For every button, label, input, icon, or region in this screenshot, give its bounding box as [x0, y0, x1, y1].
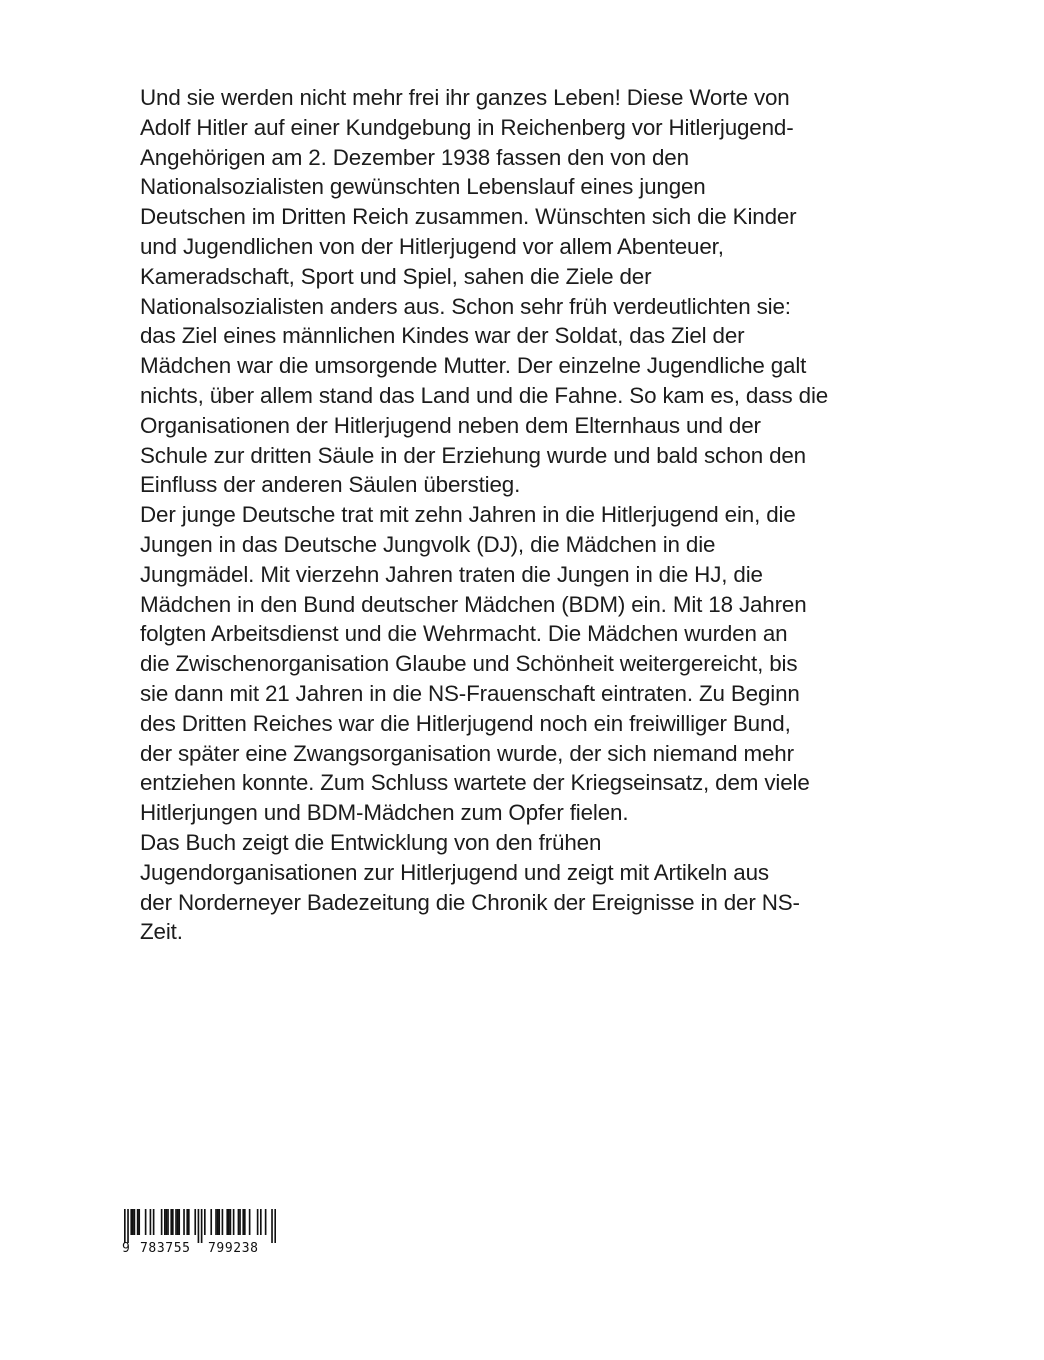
- barcode-bar: [210, 1209, 212, 1235]
- blurb-line: sie dann mit 21 Jahren in die NS-Frauenschaft eintraten. Zu Beginn: [140, 680, 800, 706]
- barcode-bar: [166, 1209, 168, 1235]
- barcode-bar: [172, 1209, 174, 1235]
- barcode-bar: [134, 1209, 136, 1235]
- barcode-bar: [265, 1209, 267, 1235]
- barcode-guard-bar: [198, 1209, 200, 1243]
- barcode-bar: [217, 1209, 219, 1235]
- blurb-line: entziehen konnte. Zum Schluss wartete der Kriegseinsatz, dem viele: [140, 770, 810, 796]
- blurb-line: Kameradschaft, Sport und Spiel, sahen die Ziele der: [140, 263, 652, 289]
- blurb-line: Jugendorganisationen zur Hitlerjugend und zeigt mit Artikeln aus: [140, 859, 769, 885]
- barcode-bar: [249, 1209, 251, 1235]
- barcode-guard-bar: [271, 1209, 273, 1243]
- blurb-line: das Ziel eines männlichen Kindes war der Soldat, das Ziel der: [140, 323, 745, 349]
- barcode-bar: [194, 1209, 196, 1235]
- isbn-lead-digit: 9: [122, 1241, 130, 1256]
- blurb-line: Schule zur dritten Säule in der Erziehung wurde und bald schon den: [140, 442, 806, 468]
- blurb-line: Einfluss der anderen Säulen überstieg.: [140, 472, 521, 498]
- barcode-bar: [178, 1209, 180, 1235]
- blurb-line: Jungen in das Deutsche Jungvolk (DJ), die Mädchen in die: [140, 531, 716, 557]
- blurb-line: Deutschen im Dritten Reich zusammen. Wünschten sich die Kinder: [140, 204, 797, 230]
- blurb-line: Angehörigen am 2. Dezember 1938 fassen den von den: [140, 144, 689, 170]
- barcode-bar: [218, 1209, 220, 1235]
- barcode-bar: [161, 1209, 163, 1235]
- barcode-bar: [175, 1209, 177, 1235]
- barcode-bar: [153, 1209, 155, 1235]
- barcode-bar: [244, 1209, 246, 1235]
- blurb-line: Mädchen in den Bund deutscher Mädchen (BDM) ein. Mit 18 Jahren: [140, 591, 807, 617]
- blurb-line: des Dritten Reiches war die Hitlerjugend noch ein freiwilliger Bund,: [140, 710, 791, 736]
- barcode-bar: [167, 1209, 169, 1235]
- barcode-bar: [238, 1209, 240, 1235]
- blurb-line: Jungmädel. Mit vierzehn Jahren traten die Jungen in die HJ, die: [140, 561, 763, 587]
- barcode-bar: [239, 1209, 241, 1235]
- barcode-bar: [204, 1209, 206, 1235]
- blurb-line: Adolf Hitler auf einer Kundgebung in Reichenberg vor Hitlerjugend-: [140, 114, 794, 140]
- barcode-bar: [183, 1209, 185, 1235]
- barcode-bar: [164, 1209, 166, 1235]
- barcode-bar: [145, 1209, 147, 1235]
- barcode-bar: [130, 1209, 132, 1235]
- barcode-bar: [226, 1209, 228, 1235]
- isbn-left-group: 783755: [140, 1241, 191, 1256]
- blurb-line: Hitlerjungen und BDM-Mädchen zum Opfer fielen.: [140, 800, 629, 826]
- blurb-line: Zeit.: [140, 919, 183, 945]
- blurb-line: folgten Arbeitsdienst und die Wehrmacht. Die Mädchen wurden an: [140, 621, 788, 647]
- blurb-line: Und sie werden nicht mehr frei ihr ganzes Leben! Diese Worte von: [140, 85, 790, 110]
- blurb-line: Mädchen war die umsorgende Mutter. Der einzelne Jugendliche galt: [140, 353, 807, 379]
- blurb-line: nichts, über allem stand das Land und die Fahne. So kam es, dass die: [140, 382, 829, 408]
- barcode-guard-bar: [127, 1209, 129, 1243]
- barcode-bar: [260, 1209, 262, 1235]
- blurb-line: Der junge Deutsche trat mit zehn Jahren in die Hitlerjugend ein, die: [140, 502, 796, 528]
- barcode-bar: [230, 1209, 232, 1235]
- barcode-bar: [228, 1209, 230, 1235]
- barcode-bar: [138, 1209, 140, 1235]
- barcode-bar: [137, 1209, 139, 1235]
- barcode-bar: [186, 1209, 188, 1235]
- blurb-line: Das Buch zeigt die Entwicklung von den frühen: [140, 829, 602, 855]
- barcode-bar: [233, 1209, 235, 1235]
- blurb-line: und Jugendlichen von der Hitlerjugend vor allem Abenteuer,: [140, 233, 724, 259]
- blurb-text: [140, 83, 880, 947]
- blurb-line: Nationalsozialisten gewünschten Lebenslauf eines jungen: [140, 174, 706, 200]
- barcode-guard-bar: [201, 1209, 203, 1243]
- blurb-line: die Zwischenorganisation Glaube und Schönheit weitergereicht, bis: [140, 651, 798, 677]
- isbn-right-group: 799238: [208, 1241, 259, 1256]
- barcode-bar: [215, 1209, 217, 1235]
- barcode-bar: [188, 1209, 190, 1235]
- blurb-line: der Norderneyer Badezeitung die Chronik der Ereignisse in der NS-: [140, 889, 800, 915]
- barcode-bar: [177, 1209, 179, 1235]
- barcode-bar: [242, 1209, 244, 1235]
- blurb-line: der später eine Zwangsorganisation wurde, der sich niemand mehr: [140, 740, 794, 766]
- barcode-bar: [132, 1209, 134, 1235]
- barcode-guard-bar: [124, 1209, 126, 1243]
- isbn-barcode: [122, 1209, 282, 1257]
- blurb-line: Nationalsozialisten anders aus. Schon sehr früh verdeutlichten sie:: [140, 293, 791, 319]
- blurb-line: Organisationen der Hitlerjugend neben dem Elternhaus und der: [140, 412, 761, 438]
- barcode-bar: [257, 1209, 259, 1235]
- barcode-bar: [170, 1209, 172, 1235]
- barcode-bar: [222, 1209, 224, 1235]
- barcode-bar: [150, 1209, 152, 1235]
- barcode-bars: [124, 1209, 276, 1243]
- barcode-guard-bar: [274, 1209, 276, 1243]
